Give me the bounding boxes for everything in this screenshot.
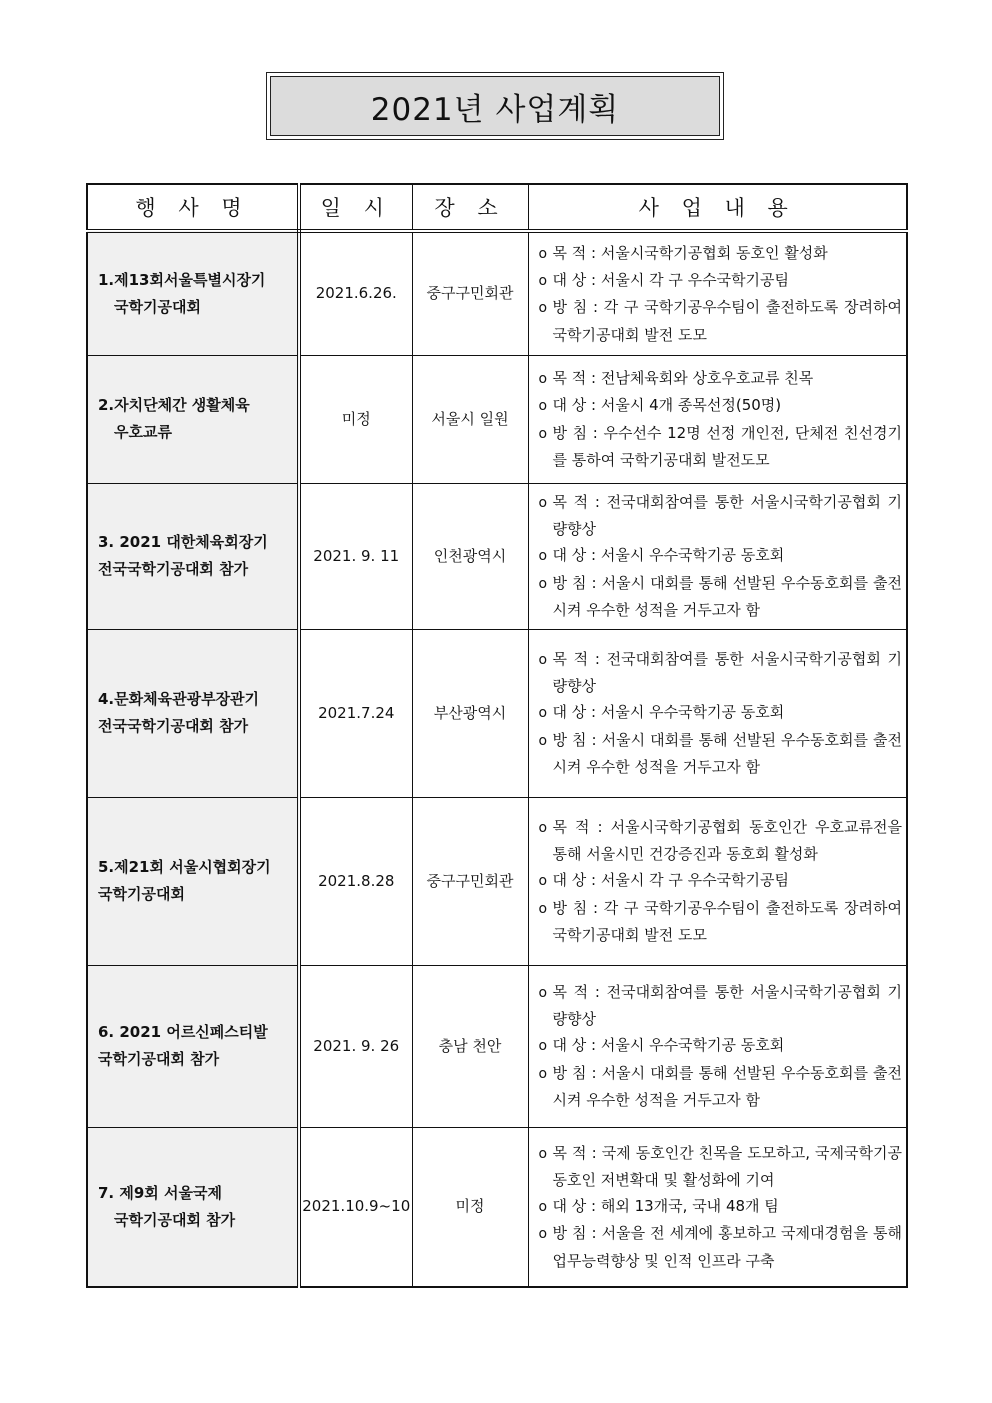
event-date: 2021. 9. 11 [299, 483, 412, 629]
header-date: 일 시 [299, 184, 412, 231]
content-text: 방 침 : 서울시 대회를 통해 선발된 우수동호회를 출전시켜 우수한 성적을 거두고자 함 [552, 730, 902, 776]
content-item [539, 542, 903, 569]
event-name-line: 국학기공대회 참가 [98, 1050, 220, 1068]
header-content: 사 업 내 용 [528, 184, 907, 231]
event-place: 중구구민회관 [412, 231, 528, 355]
bullet-icon: o [538, 1038, 548, 1055]
content-item [539, 699, 903, 726]
event-content [528, 1127, 907, 1287]
event-name-line: 1.제13회서울특별시장기 [98, 270, 266, 289]
event-content [528, 231, 907, 355]
content-item [539, 1140, 903, 1194]
content-text: 방 침 : 각 구 국학기공우수팀이 출전하도록 장려하여 국학기공대회 발전 도모 [552, 298, 902, 344]
content-text: 대 상 : 서울시 우수국학기공 동호회 [552, 703, 785, 722]
content-item [539, 1060, 903, 1114]
event-content [528, 629, 907, 797]
bullet-icon: o [538, 732, 548, 749]
bullet-icon: o [538, 548, 548, 565]
bullet-icon: o [538, 425, 548, 442]
title-box [266, 72, 724, 140]
header-event: 행 사 명 [87, 184, 299, 231]
event-content [528, 965, 907, 1127]
event-name-cell [87, 483, 299, 629]
event-name-cell [87, 797, 299, 965]
bullet-icon: o [538, 705, 548, 722]
event-date: 2021.10.9~10 [299, 1127, 412, 1287]
header-place: 장 소 [412, 184, 528, 231]
bullet-icon: o [538, 575, 548, 592]
event-name-line: 6. 2021 어르신페스티발 [98, 1023, 268, 1041]
content-text: 방 침 : 서울시 대회를 통해 선발된 우수동호회를 출전시켜 우수한 성적을 거두고자 함 [552, 1063, 902, 1109]
bullet-icon: o [538, 873, 548, 890]
content-text: 목 적 : 전국대회참여를 통한 서울시국학기공협회 기량향상 [552, 492, 902, 539]
bullet-icon: o [538, 900, 548, 917]
content-text: 대 상 : 서울시 각 구 우수국학기공팀 [552, 270, 790, 289]
table-row [87, 483, 907, 629]
content-text: 대 상 : 해외 13개국, 국내 48개 팀 [552, 1197, 779, 1216]
bullet-icon: o [538, 984, 548, 1001]
event-name-line: 7. 제9회 서울국제 [98, 1183, 222, 1202]
content-text: 대 상 : 서울시 4개 종목선정(50명) [552, 396, 782, 415]
bullet-icon: o [538, 245, 548, 262]
content-text: 목 적 : 전국대회참여를 통한 서울시국학기공협회 기량향상 [552, 649, 902, 696]
event-place: 미정 [412, 1127, 528, 1287]
content-text: 목 적 : 서울시국학기공협회 동호인간 우호교류전을 통해 서울시민 건강증진과 동호회 활성화 [552, 817, 902, 864]
event-place: 인천광역시 [412, 483, 528, 629]
content-item [539, 240, 903, 267]
table-row [87, 355, 907, 483]
content-item [539, 646, 903, 700]
event-content [528, 483, 907, 629]
content-item [539, 267, 903, 294]
content-item [539, 814, 903, 868]
content-text: 방 침 : 서울시 대회를 통해 선발된 우수동호회를 출전시켜 우수한 성적을 거두고자 함 [552, 573, 902, 619]
event-name-line: 전국국학기공대회 참가 [98, 560, 249, 578]
event-date: 2021.7.24 [299, 629, 412, 797]
event-date: 2021.8.28 [299, 797, 412, 965]
content-item [539, 294, 903, 348]
table-header-row [87, 184, 907, 231]
content-text: 대 상 : 서울시 우수국학기공 동호회 [552, 1036, 785, 1055]
event-date: 미정 [299, 355, 412, 483]
content-text: 목 적 : 국제 동호인간 친목을 도모하고, 국제국학기공 동호인 저변확대 및 활성화에 기여 [552, 1143, 902, 1189]
event-place: 충남 천안 [412, 965, 528, 1127]
content-text: 목 적 : 전남체육회와 상호우호교류 친목 [552, 368, 814, 387]
content-item [539, 1032, 903, 1059]
table-row [87, 965, 907, 1127]
content-item [539, 727, 903, 781]
content-item [539, 570, 903, 624]
event-name-line: 4.문화체육관광부장관기 [98, 690, 260, 708]
event-name-cell [87, 965, 299, 1127]
event-name-line: 우호교류 [114, 423, 172, 441]
event-name-line: 5.제21회 서울시협회장기 [98, 858, 271, 876]
content-text: 방 침 : 서울을 전 세계에 홍보하고 국제대경험을 통해 업무능력향상 및 인적 인프라 구축 [552, 1224, 902, 1270]
content-item [539, 365, 903, 392]
event-name-line: 국학기공대회 [114, 297, 201, 316]
event-name-line: 전국국학기공대회 참가 [98, 717, 249, 735]
event-date: 2021. 9. 26 [299, 965, 412, 1127]
content-item [539, 1220, 903, 1274]
table-row [87, 629, 907, 797]
bullet-icon: o [538, 1226, 548, 1243]
event-content [528, 797, 907, 965]
table-row [87, 231, 907, 355]
content-text: 목 적 : 서울시국학기공협회 동호인 활성화 [552, 243, 828, 262]
bullet-icon: o [538, 494, 548, 511]
content-text: 대 상 : 서울시 각 구 우수국학기공팀 [552, 871, 790, 890]
bullet-icon: o [538, 819, 548, 836]
content-text: 목 적 : 전국대회참여를 통한 서울시국학기공협회 기량향상 [552, 982, 902, 1029]
event-name-line: 2.자치단체간 생활체육 [98, 396, 250, 414]
event-place: 중구구민회관 [412, 797, 528, 965]
bullet-icon: o [538, 1065, 548, 1082]
event-place: 부산광역시 [412, 629, 528, 797]
content-item [539, 979, 903, 1033]
content-item [539, 489, 903, 543]
event-name-cell [87, 231, 299, 355]
event-name-cell [87, 629, 299, 797]
event-name-cell [87, 355, 299, 483]
content-item [539, 392, 903, 419]
plan-table [86, 183, 908, 1288]
bullet-icon: o [538, 1145, 548, 1162]
page-title: 2021년 사업계획 [270, 76, 720, 136]
event-date: 2021.6.26. [299, 231, 412, 355]
table-row [87, 1127, 907, 1287]
event-name-line: 국학기공대회 [98, 885, 185, 903]
bullet-icon: o [538, 1199, 548, 1216]
bullet-icon: o [538, 300, 548, 317]
event-name-cell [87, 1127, 299, 1287]
bullet-icon: o [538, 272, 548, 289]
content-text: 대 상 : 서울시 우수국학기공 동호회 [552, 546, 785, 565]
event-content [528, 355, 907, 483]
content-text: 방 침 : 각 구 국학기공우수팀이 출전하도록 장려하여 국학기공대회 발전 도모 [552, 898, 902, 944]
content-item [539, 895, 903, 949]
content-item [539, 867, 903, 894]
event-name-line: 국학기공대회 참가 [114, 1210, 236, 1229]
bullet-icon: o [538, 370, 548, 387]
bullet-icon: o [538, 651, 548, 668]
content-text: 방 침 : 우수선수 12명 선정 개인전, 단체전 친선경기를 통하여 국학기공대회 발전도모 [552, 423, 902, 469]
content-item [539, 420, 903, 474]
content-item [539, 1193, 903, 1220]
bullet-icon: o [538, 398, 548, 415]
event-place: 서울시 일원 [412, 355, 528, 483]
table-row [87, 797, 907, 965]
event-name-line: 3. 2021 대한체육회장기 [98, 533, 268, 551]
